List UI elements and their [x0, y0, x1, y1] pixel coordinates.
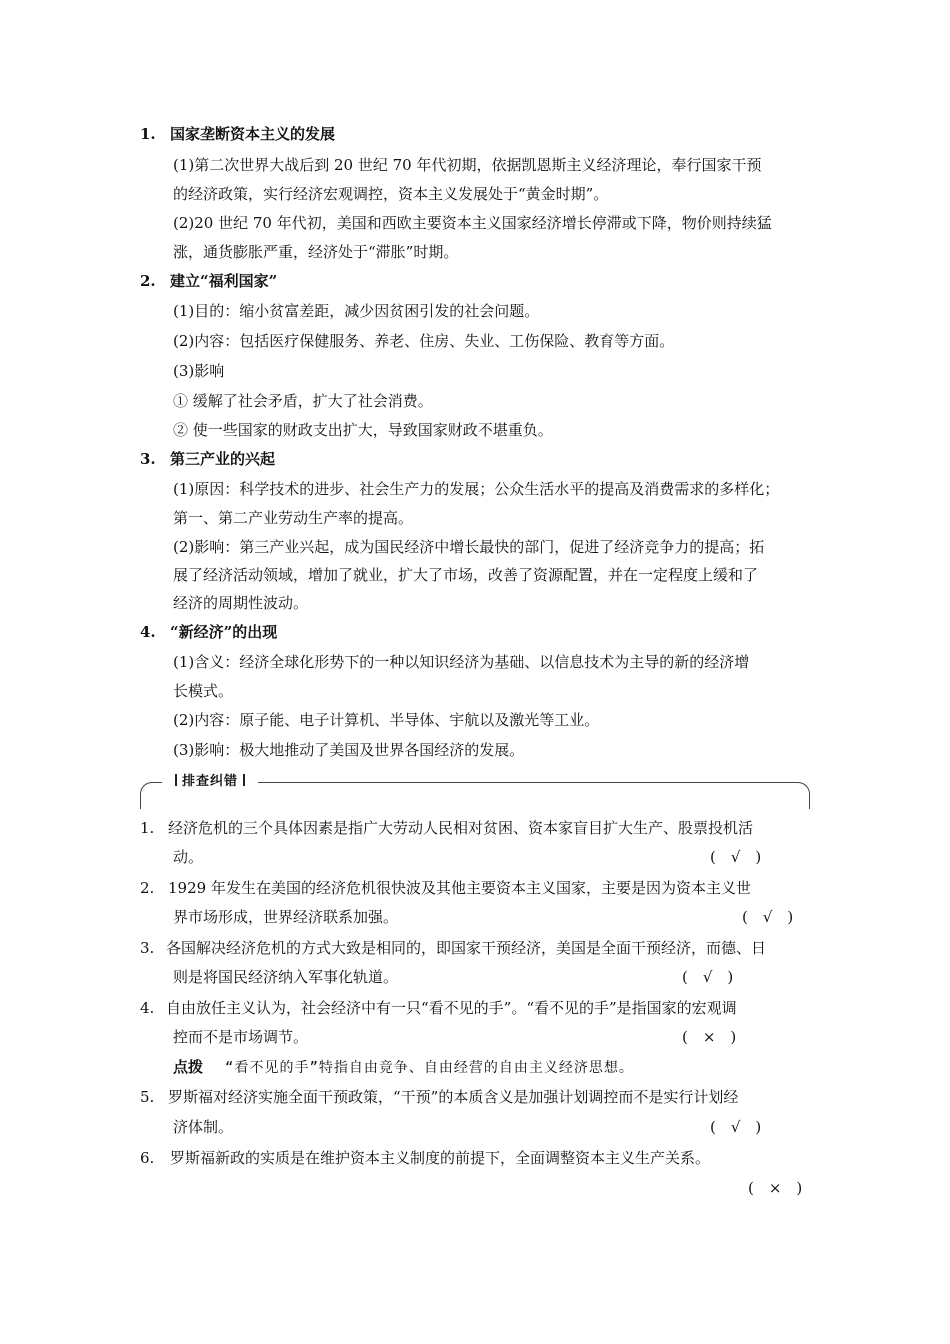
- box-title: [162, 773, 258, 791]
- section-2-heading: [140, 271, 277, 291]
- section-2-line-3: (3)影响: [173, 362, 225, 380]
- section-4-heading: [140, 622, 277, 642]
- item-5-answer: ( √ ): [710, 1118, 762, 1136]
- item-3-line-2: 则是将国民经济纳入军事化轨道。: [173, 968, 399, 986]
- section-number: 3.: [140, 450, 156, 468]
- item-number: 1.: [140, 819, 155, 837]
- hint-label: 点拨: [173, 1058, 204, 1076]
- section-2-line-5: ② 使一些国家的财政支出扩大，导致国家财政不堪重负。: [173, 421, 553, 439]
- section-4-line-2: 长模式。: [173, 682, 234, 700]
- section-1-line-1: (1)第二次世界大战后到 20 世纪 70 年代初期，依据凯恩斯主义经济理论，奉行国家干预: [173, 156, 762, 174]
- item-number: 5.: [140, 1088, 155, 1106]
- item-1-line-1: [140, 818, 753, 838]
- section-1-line-2: 的经济政策，实行经济宏观调控，资本主义发展处于“黄金时期”。: [173, 185, 609, 203]
- item-number: 2.: [140, 879, 155, 897]
- bar-right: [243, 774, 245, 786]
- item-1-line-2: 动。: [173, 848, 204, 866]
- section-title: 第三产业的兴起: [170, 450, 276, 468]
- hint: [173, 1057, 634, 1078]
- section-1-heading: [140, 124, 335, 144]
- item-4-line-2: 控而不是市场调节。: [173, 1028, 309, 1046]
- item-6-answer: ( × ): [748, 1179, 803, 1197]
- item-text: 经济危机的三个具体因素是指广大劳动人民相对贫困、资本家盲目扩大生产、股票投机活: [168, 819, 754, 837]
- box-title-text: 排查纠错: [182, 774, 239, 789]
- bar-left: [175, 774, 177, 786]
- section-4-line-3: (2)内容：原子能、电子计算机、半导体、宇航以及激光等工业。: [173, 711, 600, 729]
- item-number: 3.: [140, 939, 155, 957]
- section-3-line-3: (2)影响：第三产业兴起，成为国民经济中增长最快的部门，促进了经济竞争力的提高；拓: [173, 538, 765, 556]
- item-4-line-1: [140, 998, 737, 1018]
- item-1-answer: ( √ ): [710, 848, 762, 866]
- item-text: 1929 年发生在美国的经济危机很快波及其他主要资本主义国家，主要是因为资本主义世: [168, 879, 751, 897]
- section-2-line-2: (2)内容：包括医疗保健服务、养老、住房、失业、工伤保险、教育等方面。: [173, 332, 675, 350]
- item-2-line-2: 界市场形成，世界经济联系加强。: [173, 908, 399, 926]
- section-2-line-4: ① 缓解了社会矛盾，扩大了社会消费。: [173, 392, 433, 410]
- hint-text: “看不见的手”特指自由竞争、自由经营的自由主义经济思想。: [225, 1060, 634, 1076]
- section-3-heading: [140, 449, 275, 469]
- item-5-line-1: [140, 1087, 738, 1107]
- section-title: “新经济”的出现: [170, 623, 278, 641]
- item-3-line-1: [140, 938, 766, 958]
- section-title: 建立“福利国家”: [170, 272, 278, 290]
- item-3-answer: ( √ ): [682, 968, 734, 986]
- item-6-line-1: [140, 1148, 710, 1168]
- section-number: 1.: [140, 125, 156, 143]
- section-1-line-4: 涨，通货膨胀严重，经济处于“滞胀”时期。: [173, 243, 459, 261]
- item-number: 4.: [140, 999, 155, 1017]
- item-number: 6.: [140, 1149, 155, 1167]
- item-text: 自由放任主义认为，社会经济中有一只“看不见的手”。“看不见的手”是指国家的宏观调: [166, 999, 737, 1017]
- item-4-answer: ( × ): [682, 1028, 737, 1046]
- section-number: 2.: [140, 272, 156, 290]
- section-3-line-1: (1)原因：科学技术的进步、社会生产力的发展；公众生活水平的提高及消费需求的多样化；: [173, 480, 780, 498]
- item-2-line-1: [140, 878, 751, 898]
- section-3-line-2: 第一、第二产业劳动生产率的提高。: [173, 509, 414, 527]
- section-number: 4.: [140, 623, 156, 641]
- item-5-line-2: 济体制。: [173, 1118, 234, 1136]
- item-text: 罗斯福新政的实质是在维护资本主义制度的前提下，全面调整资本主义生产关系。: [170, 1149, 711, 1167]
- item-text: 罗斯福对经济实施全面干预政策，“干预”的本质含义是加强计划调控而不是实行计划经: [168, 1088, 739, 1106]
- section-1-line-3: (2)20 世纪 70 年代初，美国和西欧主要资本主义国家经济增长停滞或下降，物价则持续猛: [173, 214, 772, 232]
- section-3-line-4: 展了经济活动领域，增加了就业，扩大了市场，改善了资源配置，并在一定程度上缓和了: [173, 566, 759, 584]
- item-text: 各国解决经济危机的方式大致是相同的，即国家干预经济，美国是全面干预经济，而德、日: [166, 939, 767, 957]
- section-title: 国家垄断资本主义的发展: [170, 125, 336, 143]
- item-2-answer: ( √ ): [742, 908, 794, 926]
- section-3-line-5: 经济的周期性波动。: [173, 594, 309, 612]
- section-4-line-4: (3)影响：极大地推动了美国及世界各国经济的发展。: [173, 741, 525, 759]
- section-2-line-1: (1)目的：缩小贫富差距，减少因贫困引发的社会问题。: [173, 302, 540, 320]
- section-4-line-1: (1)含义：经济全球化形势下的一种以知识经济为基础、以信息技术为主导的新的经济增: [173, 653, 750, 671]
